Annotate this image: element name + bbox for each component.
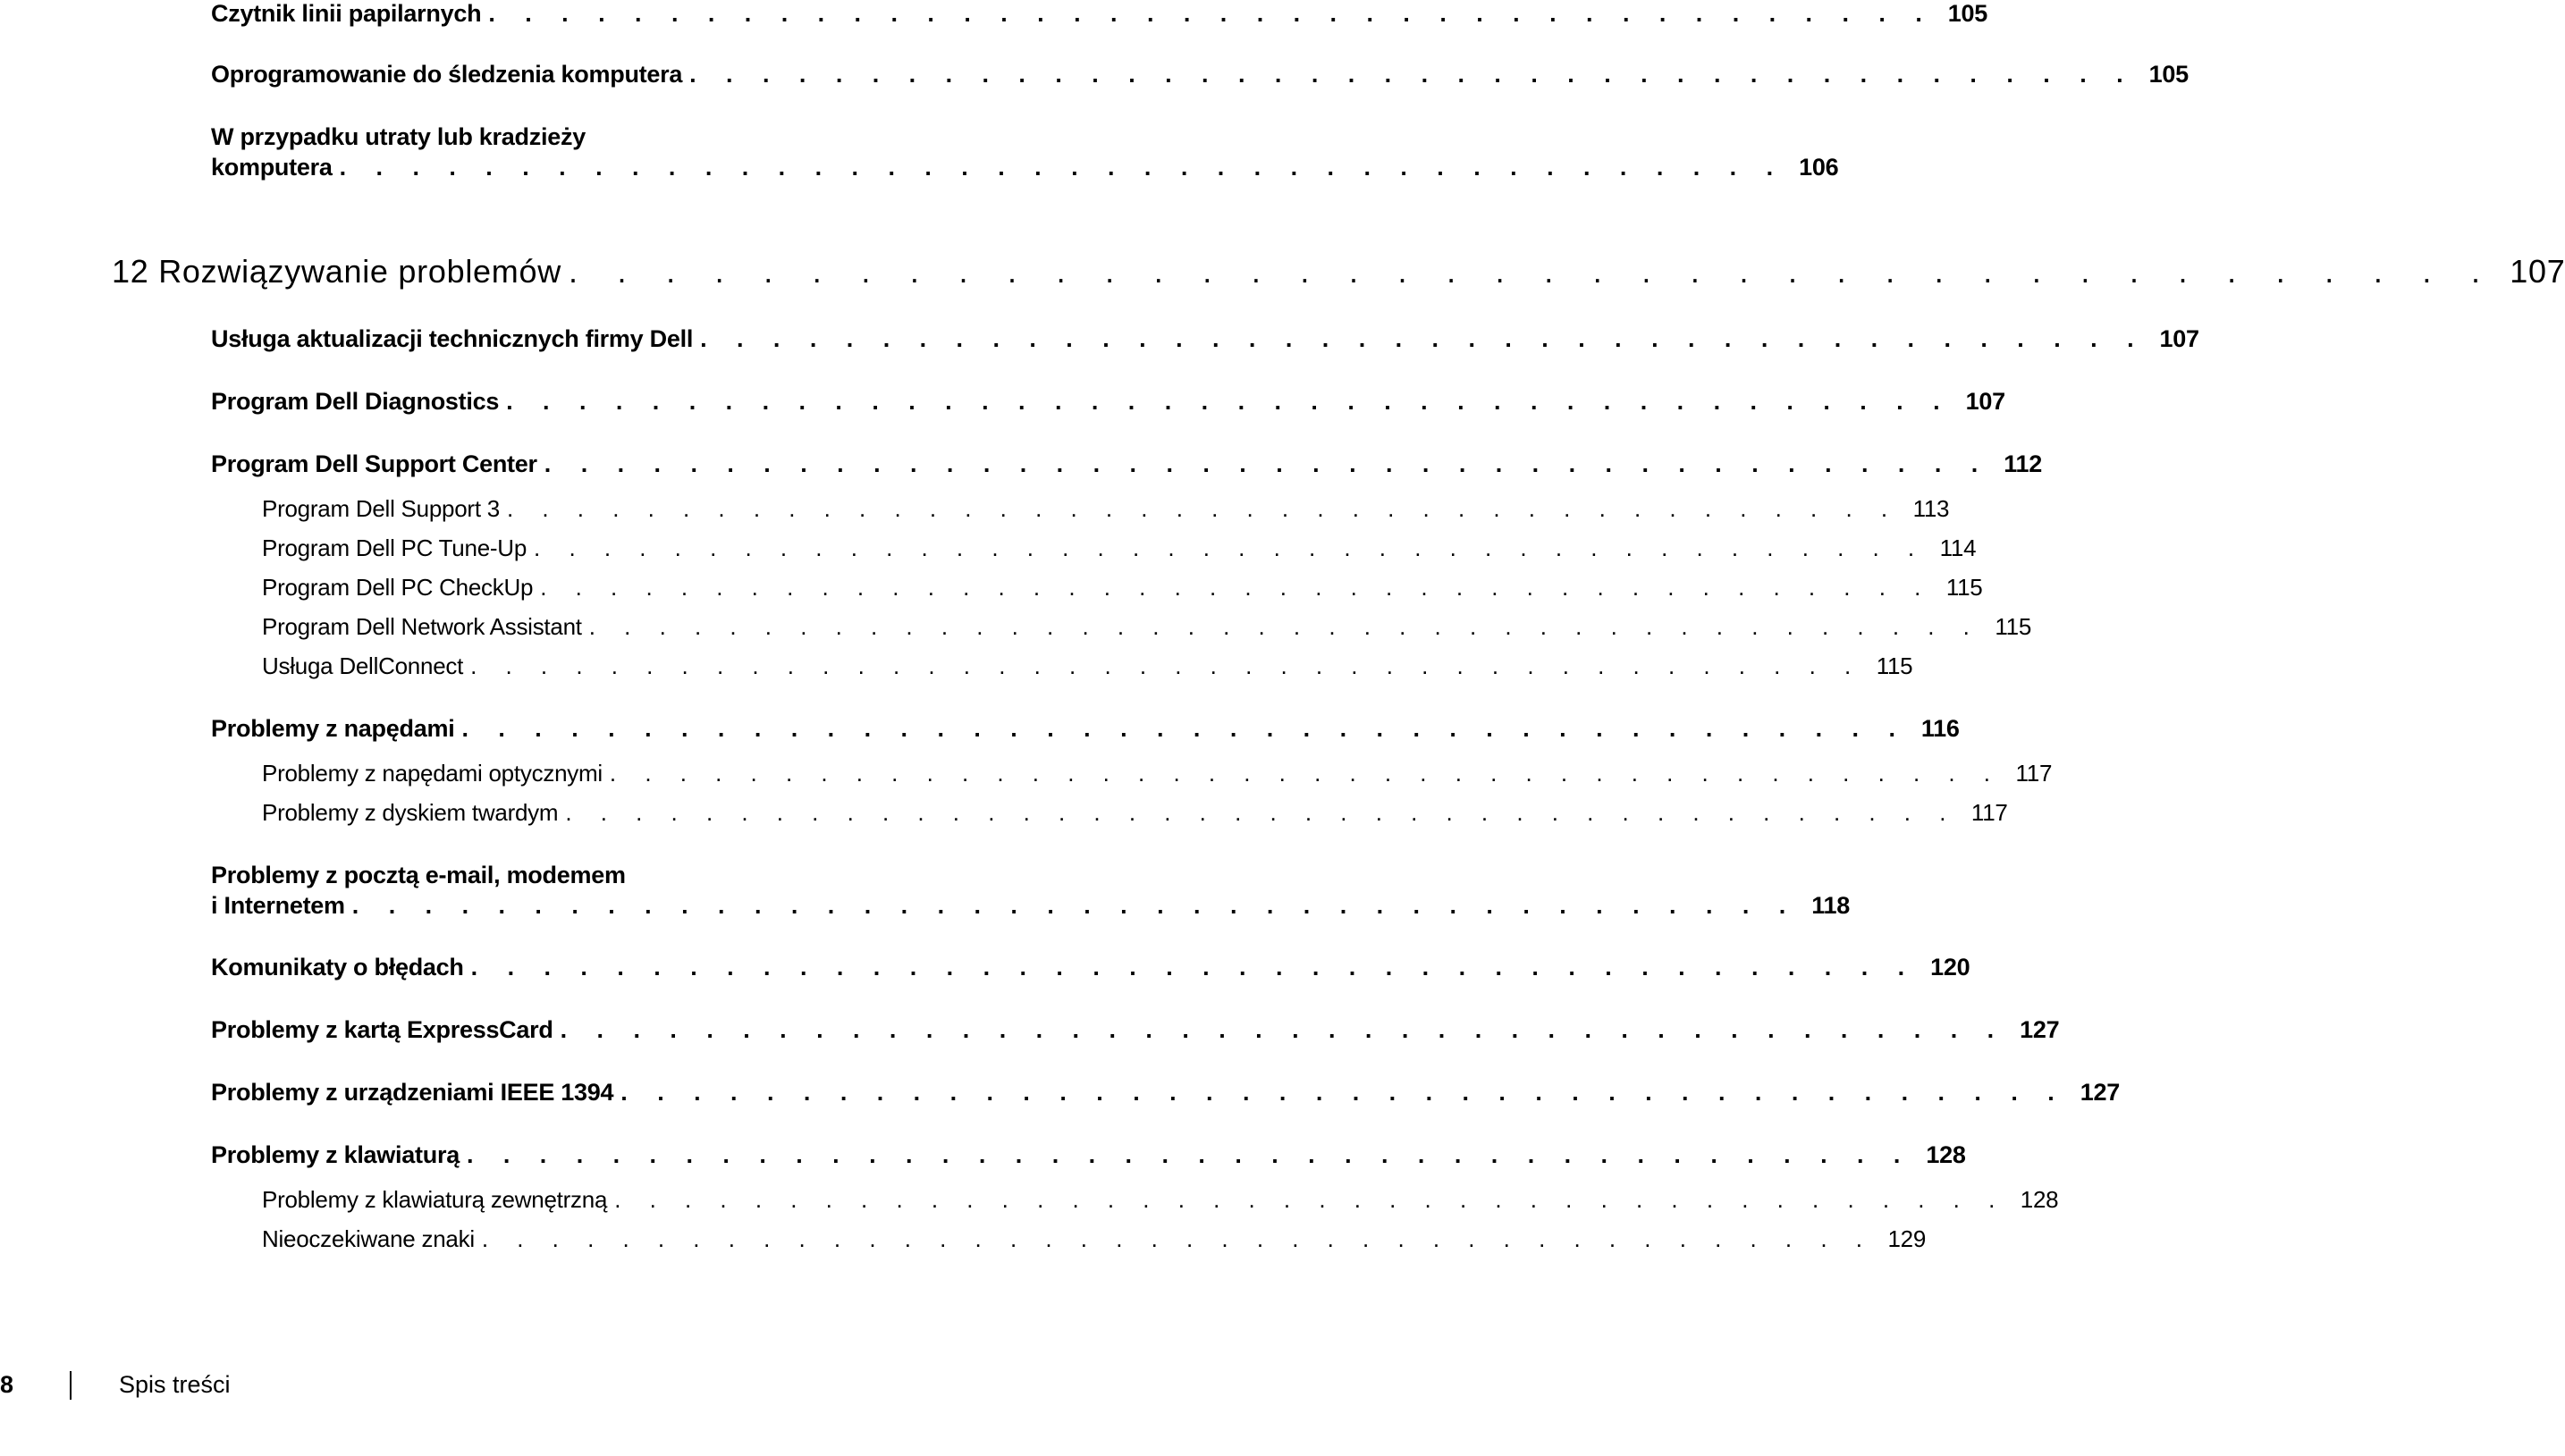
toc-subentry[interactable] xyxy=(0,534,1977,562)
toc-subentry-label: Program Dell Support 3 xyxy=(262,495,500,522)
footer-page-number: 8 xyxy=(0,1371,14,1398)
dot-leader: . . . . . . . . . . . . . . . . . . . . . . . . . . . . . . . . . . . . . . . . xyxy=(614,1186,2006,1213)
toc-entry-page: 120 xyxy=(1930,954,1970,980)
toc-subentry[interactable] xyxy=(0,1186,2059,1214)
toc-entry-page: 116 xyxy=(1920,715,1960,742)
toc-entry-page: 106 xyxy=(1799,154,1839,181)
footer-section-title: Spis treści xyxy=(119,1371,231,1398)
toc-entry-label: Program Dell Support Center xyxy=(211,450,537,477)
toc-entry-page: 127 xyxy=(2020,1016,2060,1043)
dot-leader: . . . . . . . . . . . . . . . . . . . . . . . . . . . . . . . . . . . . . . . . xyxy=(461,715,1907,742)
dot-leader: . . . . . . . . . . . . . . . . . . . . . . . . . . . . . . . . . . . . . . . . xyxy=(488,0,1934,27)
toc-subentry-page: 115 xyxy=(1945,574,1983,601)
toc-entry[interactable] xyxy=(0,325,2199,353)
toc-entry-label: Problemy z kartą ExpressCard xyxy=(211,1016,553,1043)
toc-subentry[interactable] xyxy=(0,574,1983,602)
toc-entry-label: i Internetem xyxy=(211,892,345,919)
toc-subentry-label: Problemy z dyskiem twardym xyxy=(262,799,559,826)
toc-entry[interactable] xyxy=(0,61,2189,88)
toc-entry[interactable] xyxy=(0,0,1988,28)
toc-entry[interactable] xyxy=(0,1141,1966,1169)
toc-subentry-label: Program Dell PC CheckUp xyxy=(262,574,534,601)
dot-leader: . . . . . . . . . . . . . . . . . . . . . . . . . . . . . . . . . . . . . . . . xyxy=(470,954,1917,980)
dot-leader: . . . . . . . . . . . . . . . . . . . . . . . . . . . . . . . . . . . . . . . . xyxy=(506,388,1952,415)
toc-entry[interactable] xyxy=(0,123,1839,181)
toc-subentry-page: 128 xyxy=(2020,1186,2059,1213)
dot-leader: . . . . . . . . . . . . . . . . . . . . . . . . . . . . . . . . . . . . . . . . xyxy=(466,1141,1912,1168)
toc-entry-label: komputera xyxy=(211,154,333,181)
toc-subentry-label: Nieoczekiwane znaki xyxy=(262,1225,475,1252)
toc-entry-label: Program Dell Diagnostics xyxy=(211,388,500,415)
dot-leader: . . . . . . . . . . . . . . . . . . . . . . . . . . . . . . . . . . . . . . . . xyxy=(560,1016,2006,1043)
toc-subentry-page: 114 xyxy=(1939,534,1977,561)
toc-entry-page: 112 xyxy=(2004,450,2042,477)
dot-leader: . . . . . . . . . . . . . . . . . . . . . . . . . . . . . . . . . . . . . . . . xyxy=(351,892,1798,919)
dot-leader: . . . . . . . . . . . . . . . . . . . . . . . . . . . . . . . . . . . . . . . . xyxy=(565,799,1957,826)
toc-entry[interactable] xyxy=(0,450,2042,478)
dot-leader: . . . . . . . . . . . . . . . . . . . . . . . . . . . . . . . . . . . . . . . . xyxy=(481,1225,1874,1252)
toc-entry-label: Problemy z urządzeniami IEEE 1394 xyxy=(211,1079,614,1106)
toc-subentry-label: Problemy z napędami optycznymi xyxy=(262,760,603,787)
toc-subentry[interactable] xyxy=(0,1225,1927,1253)
toc-entry-label: Problemy z napędami xyxy=(211,715,455,742)
toc-chapter-page: 107 xyxy=(2510,253,2565,290)
toc-entry[interactable] xyxy=(0,715,1960,743)
toc-entry[interactable] xyxy=(0,1079,2120,1107)
toc-subentry-label: Problemy z klawiaturą zewnętrzną xyxy=(262,1186,608,1213)
dot-leader: . . . . . . . . . . . . . . . . . . . . . . . . . . . . . . . . . . . . . . . . xyxy=(588,613,1981,640)
dot-leader: . . . . . . . . . . . . . . . . . . . . . . . . . . . . . . . . . . . . . . . . xyxy=(609,760,2002,787)
toc-subentry[interactable] xyxy=(0,799,2008,827)
toc-entry-label: Problemy z klawiaturą xyxy=(211,1141,460,1168)
toc-subentry-page: 117 xyxy=(2015,760,2053,787)
toc-entry-page: 127 xyxy=(2080,1079,2120,1106)
toc-entry[interactable] xyxy=(0,1016,2060,1044)
toc-chapter-label: 12 Rozwiązywanie problemów xyxy=(112,253,561,290)
page-footer xyxy=(0,1368,858,1421)
toc-subentry-page: 115 xyxy=(1876,652,1913,679)
toc-entry-label: Czytnik linii papilarnych xyxy=(211,0,482,27)
toc-entry-page: 107 xyxy=(1965,388,2005,415)
dot-leader: . . . . . . . . . . . . . . . . . . . . . . . . . . . . . . . . . . . . . . . . xyxy=(506,495,1899,522)
toc-subentry[interactable] xyxy=(0,495,1950,523)
toc-entry-label: Oprogramowanie do śledzenia komputera xyxy=(211,61,683,88)
toc-subentry[interactable] xyxy=(0,652,1913,680)
toc-entry-page: 118 xyxy=(1811,892,1851,919)
dot-leader: . . . . . . . . . . . . . . . . . . . . . . . . . . . . . . . . . . . . . . . . xyxy=(534,534,1926,561)
footer-divider xyxy=(70,1371,72,1400)
toc-subentry-page: 117 xyxy=(1970,799,2008,826)
toc-subentry[interactable] xyxy=(0,613,2032,641)
toc-chapter-entry[interactable] xyxy=(0,253,2565,290)
toc-entry-page: 128 xyxy=(1926,1141,1966,1168)
dot-leader: . . . . . . . . . . . . . . . . . . . . . . . . . . . . . . . . . . . . . . . . xyxy=(700,325,2146,352)
toc-subentry-label: Program Dell PC Tune-Up xyxy=(262,534,527,561)
toc-entry[interactable] xyxy=(0,954,1970,981)
toc-entry-label-line1: Problemy z pocztą e-mail, modemem xyxy=(211,862,626,888)
toc-entry[interactable] xyxy=(0,862,1851,920)
toc-entry-page: 107 xyxy=(2159,325,2199,352)
toc-entry-label: Usługa aktualizacji technicznych firmy Dell xyxy=(211,325,694,352)
dot-leader: . . . . . . . . . . . . . . . . . . . . . . . . . . . . . . . . . . . . . . . . xyxy=(620,1079,2066,1106)
dot-leader: . . . . . . . . . . . . . . . . . . . . . . . . . . . . . . . . . . . . . . . . xyxy=(339,154,1785,181)
toc-subentry-page: 113 xyxy=(1912,495,1950,522)
dot-leader: . . . . . . . . . . . . . . . . . . . . . . . . . . . . . . . . . . . . . . . . xyxy=(568,253,2496,290)
toc-subentry-page: 115 xyxy=(1995,613,2032,640)
dot-leader: . . . . . . . . . . . . . . . . . . . . . . . . . . . . . . . . . . . . . . . . xyxy=(540,574,1932,601)
toc-subentry-page: 129 xyxy=(1887,1225,1927,1252)
toc-entry-page: 105 xyxy=(2148,61,2189,88)
toc-entry-page: 105 xyxy=(1947,0,1988,27)
toc-entry[interactable] xyxy=(0,388,2005,416)
dot-leader: . . . . . . . . . . . . . . . . . . . . . . . . . . . . . . . . . . . . . . . . xyxy=(544,450,1990,477)
dot-leader: . . . . . . . . . . . . . . . . . . . . . . . . . . . . . . . . . . . . . . . . xyxy=(689,61,2135,88)
toc-entry-label-line1: W przypadku utraty lub kradzieży xyxy=(211,123,586,150)
toc-entry-label: Komunikaty o błędach xyxy=(211,954,464,980)
toc-subentry-label: Program Dell Network Assistant xyxy=(262,613,582,640)
toc-subentry-label: Usługa DellConnect xyxy=(262,652,464,679)
dot-leader: . . . . . . . . . . . . . . . . . . . . . . . . . . . . . . . . . . . . . . . . xyxy=(470,652,1862,679)
toc-subentry[interactable] xyxy=(0,760,2053,787)
